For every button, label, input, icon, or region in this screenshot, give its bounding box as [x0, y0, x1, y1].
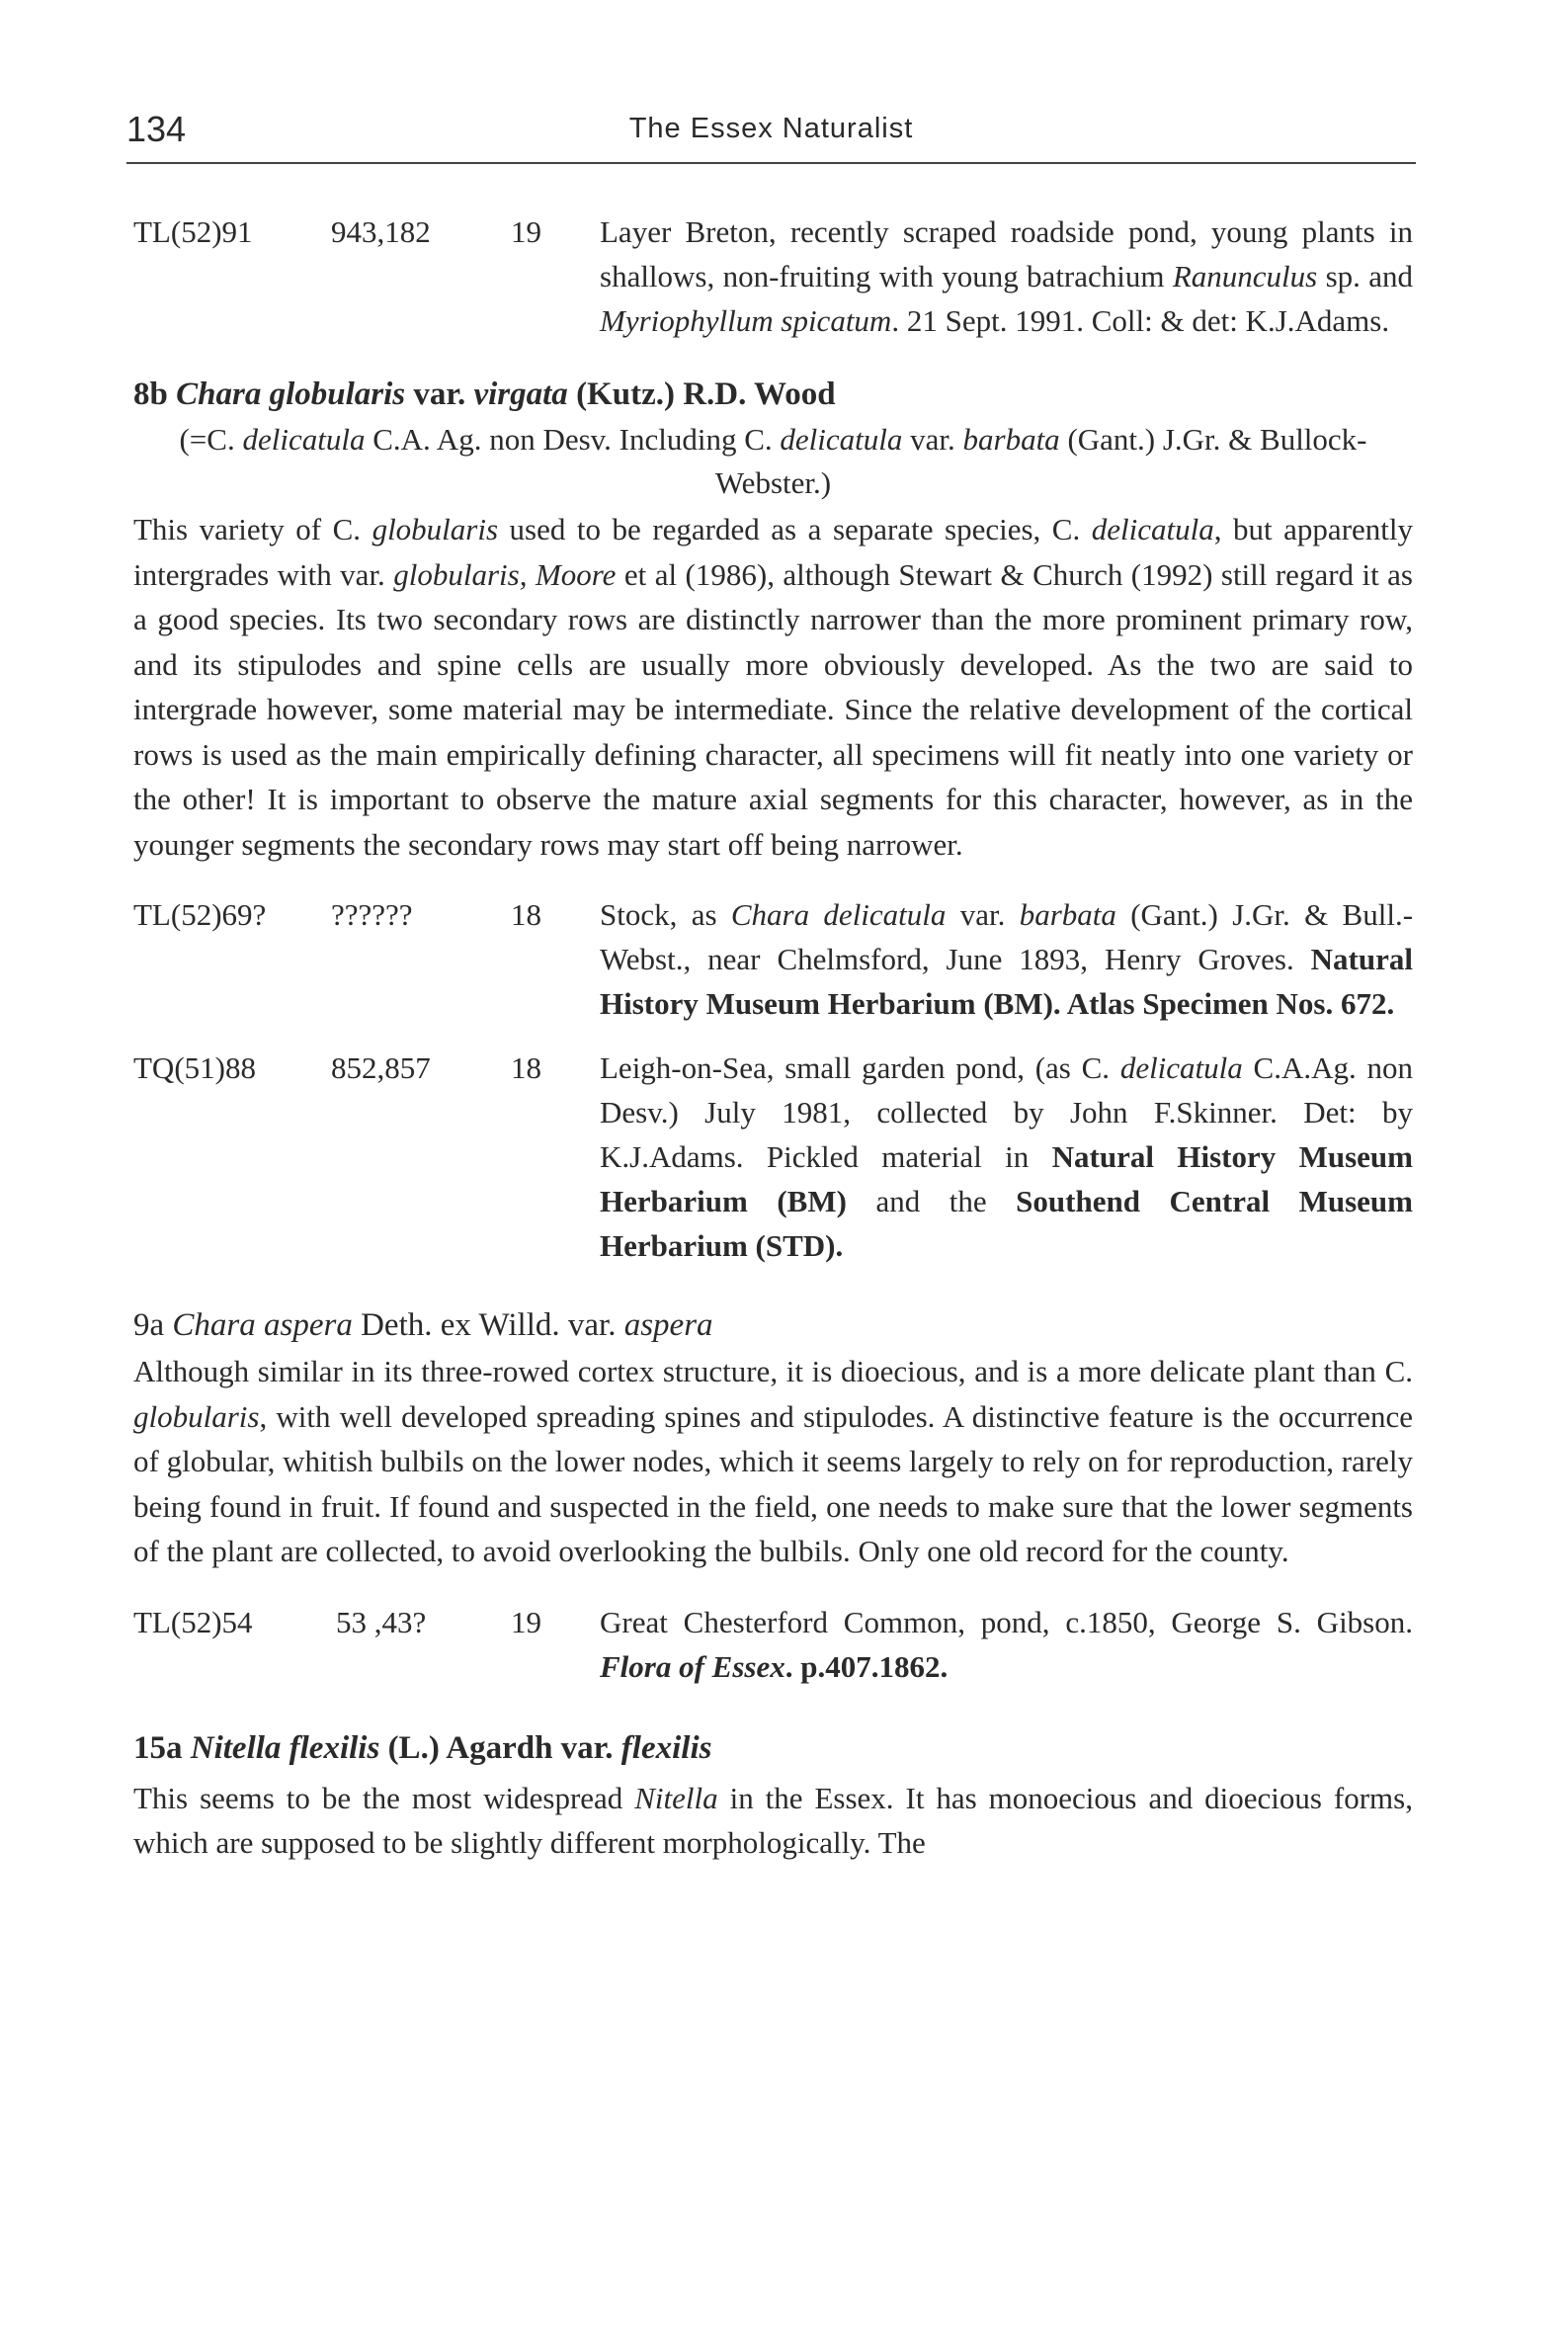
vice-county: 18 [511, 897, 541, 932]
herbarium-ref: Southend Central Museum Herbarium (STD). [600, 1184, 1413, 1263]
page-body [133, 209, 1413, 1866]
herbarium-ref: Natural History Museum Herbarium (BM) [600, 1139, 1413, 1218]
coordinates: 852,857 [331, 1050, 431, 1085]
record-taxon: barbata [1019, 897, 1116, 932]
record-text: C.A.Ag. non Desv.) July 1981, collected by John F.Skinner. Det: by K.J.Adams. Pickled material in [600, 1050, 1414, 1174]
species-author: Deth. ex Willd. var. [352, 1307, 624, 1343]
record-description [600, 892, 1413, 1026]
paragraph-taxon: globularis [371, 512, 499, 546]
paragraph-text: , but apparently intergrades with var. [133, 512, 1413, 592]
record-taxon: Myriophyllum spicatum [600, 303, 892, 338]
species-author: (L.) Agardh var. [379, 1729, 621, 1766]
record-description [600, 1046, 1413, 1268]
record-text: and the [846, 1184, 1017, 1218]
vice-county: 19 [511, 214, 541, 249]
species-author: (Kutz.) R.D. Wood [567, 377, 836, 412]
record-description [600, 209, 1413, 343]
species-heading [133, 1724, 1413, 1772]
coordinates: 943,182 [331, 214, 431, 249]
record-text: (Gant.) J.Gr. & Bull.-Webst., near Chelmsford, June 1893, Henry Groves. [600, 897, 1414, 976]
record-text: Leigh-on-Sea, small garden pond, (as C. [600, 1050, 1120, 1085]
synonym-taxon: barbata [962, 422, 1060, 457]
species-number: 15a [133, 1729, 191, 1766]
variety-name: virgata [473, 377, 568, 412]
paragraph-taxon: globularis, Moore [393, 556, 617, 592]
publication-ref: . p.407.1862. [784, 1648, 949, 1684]
paragraph-text: This variety of C. [133, 512, 372, 546]
record-text: Stock, as [600, 897, 731, 932]
synonym-note [133, 418, 1413, 505]
grid-ref: TL(52)91 [133, 214, 253, 249]
grid-ref: TL(52)69? [133, 897, 267, 932]
synonym-taxon: delicatula [780, 422, 903, 457]
record-row [133, 1046, 1413, 1268]
record-taxon: Chara delicatula [730, 897, 947, 932]
paragraph-text: in the Essex. It has monoecious and dioecious forms, which are supposed to be slightly different morphologically. The [133, 1780, 1413, 1860]
species-heading [133, 371, 1413, 418]
synonym-text: C.A. Ag. non Desv. Including C. [365, 422, 781, 457]
species-name: Chara aspera [172, 1307, 353, 1343]
record-row [133, 209, 1413, 343]
paragraph-text: Although similar in its three-rowed cortex structure, it is dioecious, and is a more delicate plant than C. [133, 1354, 1413, 1388]
species-description [133, 1349, 1413, 1574]
record-taxon: delicatula [1119, 1050, 1243, 1085]
coordinates: ?????? [331, 897, 413, 932]
var-label: var. [405, 377, 474, 412]
paragraph-text: used to be regarded as a separate species, C. [498, 512, 1092, 546]
species-name: Chara globularis [176, 377, 406, 412]
record-row [133, 1600, 1413, 1689]
variety-name: aspera [623, 1307, 713, 1343]
grid-ref: TL(52)54 [133, 1604, 253, 1639]
paragraph-taxon: delicatula [1091, 512, 1214, 546]
record-text: var. [946, 897, 1020, 932]
species-description [133, 507, 1413, 867]
paragraph-text: et al (1986), although Stewart & Church (1992) still regard it as a good species. Its two secondary rows are distinctly narrower than the more prominent primary row, and its stipulodes and spine cells are usually more obviously developed. As the two are said to intergrade however, some material may be intermediate. Since the relative development of the cortical rows is used as the main empirically defining character, all specimens will fit neatly into one variety or the other! It is important to observe the mature axial segments for this character, however, as in the younger segments the secondary rows may start off being narrower. [133, 556, 1413, 862]
paragraph-taxon: Nitella [634, 1780, 718, 1815]
species-number: 8b [133, 377, 177, 412]
record-text: sp. and [1317, 259, 1413, 293]
record-taxon: Ranunculus [1172, 259, 1318, 293]
coordinates: 53 ,43? [336, 1604, 427, 1639]
species-name: Nitella flexilis [190, 1729, 380, 1766]
paragraph-taxon: globularis [133, 1398, 260, 1434]
synonym-text: var. [902, 422, 963, 457]
record-text: Great Chesterford Common, pond, c.1850, George S. Gibson. [600, 1604, 1413, 1639]
page-number: 134 [126, 109, 187, 149]
record-text: . 21 Sept. 1991. Coll: & det: K.J.Adams. [891, 303, 1390, 338]
herbarium-ref: Natural History Museum Herbarium (BM). Atlas Specimen Nos. 672. [600, 942, 1413, 1021]
synonym-text: (Gant.) J.Gr. & Bullock-Webster.) [714, 422, 1367, 500]
synonym-text: (=C. [179, 422, 243, 457]
paragraph-text: This seems to be the most widespread [133, 1780, 635, 1815]
species-number: 9a [133, 1307, 173, 1343]
running-title: The Essex Naturalist [628, 113, 914, 144]
vice-county: 19 [511, 1604, 541, 1639]
page-header [126, 109, 1416, 168]
species-heading [133, 1301, 1413, 1349]
synonym-taxon: delicatula [242, 422, 366, 457]
vice-county: 18 [511, 1050, 541, 1085]
record-text: Layer Breton, recently scraped roadside pond, young plants in shallows, non-fruiting with young batrachium [600, 214, 1413, 293]
species-description [133, 1776, 1413, 1866]
grid-ref: TQ(51)88 [133, 1050, 256, 1085]
record-row [133, 892, 1413, 1026]
record-description [600, 1600, 1413, 1689]
variety-name: flexilis [620, 1729, 712, 1766]
paragraph-text: , with well developed spreading spines and stipulodes. A distinctive feature is the occurrence of globular, whitish bulbils on the lower nodes, which it seems largely to rely on for reproduction, rarely being found in fruit. If found and suspected in the field, one needs to make sure that the lower segments of the plant are collected, to avoid overlooking the bulbils. Only one old record for the county. [133, 1398, 1413, 1568]
header-rule [126, 162, 1416, 164]
publication-title: Flora of Essex [600, 1648, 785, 1684]
